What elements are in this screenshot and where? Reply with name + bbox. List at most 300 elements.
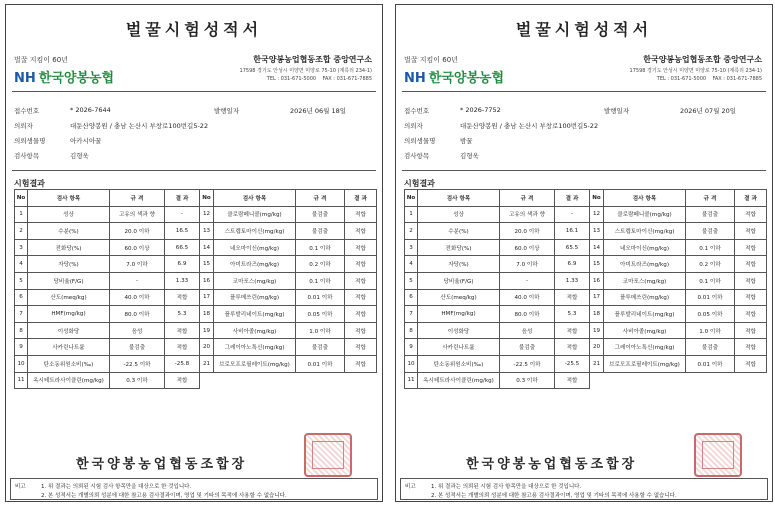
result-cell: 66.5 <box>165 239 200 256</box>
standard-cell: 0.1 이하 <box>296 239 345 256</box>
result-cell: 5.3 <box>555 306 590 323</box>
test-item-cell: 플루메쓰린(mg/kg) <box>604 289 686 306</box>
table-row <box>15 272 200 289</box>
slogan: 벌꿀 지킴이 60년 <box>14 56 68 64</box>
test-item-cell: 이성화당 <box>28 322 110 339</box>
org-tel: TEL : 031-671-5000 <box>656 76 707 82</box>
result-cell: 적합 <box>345 289 377 306</box>
receipt-label: 접수번호 <box>404 107 430 115</box>
logo-nh: NH <box>404 71 426 86</box>
column-header: 검사 항목 <box>28 190 110 207</box>
notes-label: 비고 <box>405 484 416 490</box>
table-row <box>590 322 767 339</box>
standard-cell: -22.5 이하 <box>500 355 555 372</box>
notes-box <box>400 478 768 500</box>
logo-text: 한국양봉농협 <box>38 71 115 86</box>
table-row <box>405 239 590 256</box>
row-number-cell: 21 <box>200 355 214 372</box>
row-number-cell: 20 <box>200 339 214 356</box>
column-header: 규 격 <box>110 190 165 207</box>
org-address: 17598 경기도 안성시 미양면 미양로 75-10 (계륵리 234-1) <box>629 68 762 74</box>
standard-cell: 1.0 이하 <box>296 322 345 339</box>
table-row <box>405 289 590 306</box>
test-item-cell: 네오마이신(mg/kg) <box>604 239 686 256</box>
row-number-cell: 1 <box>405 206 418 223</box>
table-row <box>200 206 377 223</box>
result-cell: 적합 <box>735 223 767 240</box>
info-row-receipt <box>14 106 374 118</box>
test-item-cell: 성상 <box>28 206 110 223</box>
standard-cell: 불검출 <box>296 223 345 240</box>
test-item-cell: 플루발리네이트(mg/kg) <box>214 306 296 323</box>
row-number-cell: 9 <box>15 339 28 356</box>
table-row <box>405 206 590 223</box>
info-divider <box>12 170 376 171</box>
row-number-cell: 12 <box>590 206 604 223</box>
org-fax: FAX : 031-671-7885 <box>712 76 762 82</box>
test-item-cell: 산도(meq/kg) <box>28 289 110 306</box>
client-label: 의뢰자 <box>404 122 423 130</box>
table-row <box>15 306 200 323</box>
footer-org-name: 한국양봉농업협동조합장 <box>466 457 638 472</box>
test-item-cell: 코마포스(mg/kg) <box>604 272 686 289</box>
table-row <box>590 272 767 289</box>
standard-cell: 0.01 이하 <box>296 289 345 306</box>
standard-cell: 불검출 <box>296 206 345 223</box>
row-number-cell: 2 <box>15 223 28 240</box>
test-item-cell: 그레이아노톡신(mg/kg) <box>604 339 686 356</box>
row-number-cell: 14 <box>200 239 214 256</box>
row-number-cell: 7 <box>15 306 28 323</box>
footer-org-name: 한국양봉농업협동조합장 <box>76 457 248 472</box>
standard-cell: 1.0 이하 <box>686 322 735 339</box>
slogan: 벌꿀 지킴이 60년 <box>404 56 458 64</box>
test-item-cell: 브로모프로필레이트(mg/kg) <box>604 355 686 372</box>
table-header-row <box>15 190 200 207</box>
table-row <box>405 223 590 240</box>
row-number-cell: 15 <box>200 256 214 273</box>
standard-cell: 불검출 <box>686 339 735 356</box>
result-cell: 6.9 <box>165 256 200 273</box>
row-number-cell: 7 <box>405 306 418 323</box>
result-cell: 적합 <box>555 289 590 306</box>
table-row <box>200 289 377 306</box>
result-cell: 적합 <box>735 272 767 289</box>
test-item-cell: 수분(%) <box>418 223 500 240</box>
result-cell: 1.33 <box>165 272 200 289</box>
row-number-cell: 5 <box>405 272 418 289</box>
document-title: 벌꿀시험성적서 <box>125 20 263 39</box>
standard-cell: 0.1 이하 <box>296 272 345 289</box>
table-row <box>590 239 767 256</box>
row-number-cell: 16 <box>200 272 214 289</box>
table-row <box>15 322 200 339</box>
official-seal <box>694 433 742 477</box>
inspector-value: 김형욱 <box>460 152 479 160</box>
table-row <box>405 272 590 289</box>
row-number-cell: 11 <box>405 372 418 389</box>
standard-cell: 0.3 이하 <box>110 372 165 389</box>
org-name: 한국양봉농업협동조합 중앙연구소 <box>253 55 372 64</box>
table-row <box>590 289 767 306</box>
test-item-cell: 플루메쓰린(mg/kg) <box>214 289 296 306</box>
sample-value: 밤꿀 <box>460 137 473 145</box>
test-item-cell: 전화당(%) <box>418 239 500 256</box>
test-item-cell: 사비아졸(mg/kg) <box>214 322 296 339</box>
result-cell: 적합 <box>735 206 767 223</box>
standard-cell: 0.01 이하 <box>686 355 735 372</box>
standard-cell: - <box>110 272 165 289</box>
table-row <box>200 256 377 273</box>
test-item-cell: 성상 <box>418 206 500 223</box>
table-row <box>200 239 377 256</box>
results-table-right <box>589 189 767 373</box>
standard-cell: 0.1 이하 <box>686 239 735 256</box>
header-divider <box>12 91 376 92</box>
row-number-cell: 21 <box>590 355 604 372</box>
test-item-cell: 옥시테트라사이클린(mg/kg) <box>28 372 110 389</box>
test-item-cell: HMF(mg/kg) <box>418 306 500 323</box>
row-number-cell: 11 <box>15 372 28 389</box>
standard-cell: 80.0 이하 <box>500 306 555 323</box>
test-item-cell: 당비율(F/G) <box>418 272 500 289</box>
row-number-cell: 6 <box>405 289 418 306</box>
table-row <box>590 256 767 273</box>
test-item-cell: 그레이아노톡신(mg/kg) <box>214 339 296 356</box>
result-cell: 16.1 <box>555 223 590 240</box>
row-number-cell: 17 <box>590 289 604 306</box>
result-cell: 적합 <box>345 206 377 223</box>
receipt-label: 접수번호 <box>14 107 40 115</box>
test-item-cell: 전화당(%) <box>28 239 110 256</box>
test-item-cell: 클로람페니콜(mg/kg) <box>214 206 296 223</box>
table-row <box>590 355 767 372</box>
certificate-document-2 <box>395 4 773 502</box>
receipt-number: * 2026-7752 <box>460 106 501 114</box>
table-row <box>200 339 377 356</box>
standard-cell: 40.0 이하 <box>110 289 165 306</box>
certificate-document-1 <box>5 4 383 502</box>
org-tel: TEL : 031-671-5000 <box>266 76 317 82</box>
standard-cell: 40.0 이하 <box>500 289 555 306</box>
result-cell: 적합 <box>165 322 200 339</box>
table-row <box>405 306 590 323</box>
standard-cell: 불검출 <box>500 339 555 356</box>
result-cell: 적합 <box>735 339 767 356</box>
note-2: 2. 본 성적서는 개별의뢰 성분에 대한 참고용 검사결과이며, 영업 및 기타의 목적에 사용할 수 없습니다. <box>41 493 287 499</box>
result-cell: 적합 <box>345 256 377 273</box>
test-item-cell: 스트렙토마이신(mg/kg) <box>214 223 296 240</box>
table-row <box>15 289 200 306</box>
standard-cell: 0.1 이하 <box>686 272 735 289</box>
result-cell: -25.8 <box>165 355 200 372</box>
seal-inner <box>312 441 344 469</box>
info-row-client <box>404 121 764 133</box>
result-cell: 적합 <box>735 239 767 256</box>
row-number-cell: 8 <box>405 322 418 339</box>
row-number-cell: 17 <box>200 289 214 306</box>
inspector-value: 김형욱 <box>70 152 89 160</box>
row-number-cell: 4 <box>15 256 28 273</box>
result-cell: -25.5 <box>555 355 590 372</box>
org-contact <box>657 76 762 82</box>
note-1: 1. 위 결과는 의뢰된 시험 검사 항목만을 대상으로 한 것입니다. <box>431 484 582 490</box>
sample-label: 의뢰생물명 <box>404 137 436 145</box>
test-item-cell: 브로모프로필레이트(mg/kg) <box>214 355 296 372</box>
result-cell: 적합 <box>735 256 767 273</box>
results-table-right <box>199 189 377 373</box>
test-item-cell: 스트렙토마이신(mg/kg) <box>604 223 686 240</box>
result-cell: 적합 <box>735 322 767 339</box>
row-number-cell: 19 <box>200 322 214 339</box>
issue-date-label: 발행일자 <box>604 107 630 115</box>
standard-cell: 20.0 이하 <box>500 223 555 240</box>
notes-label: 비고 <box>15 484 26 490</box>
column-header: 규 격 <box>500 190 555 207</box>
standard-cell: 7.0 이하 <box>500 256 555 273</box>
row-number-cell: 3 <box>405 239 418 256</box>
row-number-cell: 1 <box>15 206 28 223</box>
info-row-sample <box>14 136 374 148</box>
table-row <box>15 355 200 372</box>
result-cell: 적합 <box>345 272 377 289</box>
standard-cell: - <box>500 272 555 289</box>
standard-cell: 0.01 이하 <box>296 355 345 372</box>
standard-cell: 불검출 <box>296 339 345 356</box>
table-header-row <box>405 190 590 207</box>
table-row <box>15 372 200 389</box>
result-cell: - <box>165 206 200 223</box>
standard-cell: 7.0 이하 <box>110 256 165 273</box>
test-item-cell: 옥시테트라사이클린(mg/kg) <box>418 372 500 389</box>
row-number-cell: 2 <box>405 223 418 240</box>
result-cell: 적합 <box>165 339 200 356</box>
org-address: 17598 경기도 안성시 미양면 미양로 75-10 (계륵리 234-1) <box>239 68 372 74</box>
row-number-cell: 8 <box>15 322 28 339</box>
table-row <box>200 272 377 289</box>
row-number-cell: 14 <box>590 239 604 256</box>
row-number-cell: 12 <box>200 206 214 223</box>
result-cell: 적합 <box>345 306 377 323</box>
standard-cell: 0.01 이하 <box>686 289 735 306</box>
standard-cell: 0.2 이하 <box>686 256 735 273</box>
result-cell: 적합 <box>555 339 590 356</box>
test-item-cell: 사카린나트륨 <box>418 339 500 356</box>
row-number-cell: 5 <box>15 272 28 289</box>
row-number-cell: 10 <box>405 355 418 372</box>
org-contact <box>267 76 372 82</box>
table-row <box>15 239 200 256</box>
column-header: 결 과 <box>165 190 200 207</box>
table-row <box>590 306 767 323</box>
standard-cell: 음성 <box>110 322 165 339</box>
result-cell: 적합 <box>165 372 200 389</box>
column-header: 검사 항목 <box>418 190 500 207</box>
standard-cell: 60.0 이상 <box>110 239 165 256</box>
inspector-label: 검사항목 <box>404 152 430 160</box>
result-cell: 6.9 <box>555 256 590 273</box>
result-cell: 65.5 <box>555 239 590 256</box>
standard-cell: 0.05 이하 <box>296 306 345 323</box>
official-seal <box>304 433 352 477</box>
row-number-cell: 10 <box>15 355 28 372</box>
logo-nh: NH <box>14 71 36 86</box>
result-cell: 5.3 <box>165 306 200 323</box>
test-item-cell: 클로람페니콜(mg/kg) <box>604 206 686 223</box>
logo-text: 한국양봉농협 <box>428 71 505 86</box>
section-title: 시험결과 <box>404 179 435 188</box>
standard-cell: 20.0 이하 <box>110 223 165 240</box>
table-row <box>590 223 767 240</box>
note-2: 2. 본 성적서는 개별의뢰 성분에 대한 참고용 검사결과이며, 영업 및 기타의 목적에 사용할 수 없습니다. <box>431 493 677 499</box>
column-header: No <box>405 190 418 207</box>
column-header: No <box>200 190 214 207</box>
result-cell: 적합 <box>735 306 767 323</box>
inspector-label: 검사항목 <box>14 152 40 160</box>
document-title: 벌꿀시험성적서 <box>515 20 653 39</box>
row-number-cell: 19 <box>590 322 604 339</box>
table-row <box>405 339 590 356</box>
result-cell: 적합 <box>555 322 590 339</box>
table-row <box>590 339 767 356</box>
standard-cell: -22.5 이하 <box>110 355 165 372</box>
test-item-cell: 사카린나트륨 <box>28 339 110 356</box>
table-row <box>200 355 377 372</box>
table-row <box>405 322 590 339</box>
test-item-cell: 코마포스(mg/kg) <box>214 272 296 289</box>
table-row <box>405 372 590 389</box>
client-label: 의뢰자 <box>14 122 33 130</box>
test-item-cell: 플루발리네이트(mg/kg) <box>604 306 686 323</box>
column-header: No <box>590 190 604 207</box>
result-cell: 1.33 <box>555 272 590 289</box>
test-item-cell: 사비아졸(mg/kg) <box>604 322 686 339</box>
row-number-cell: 15 <box>590 256 604 273</box>
standard-cell: 0.3 이하 <box>500 372 555 389</box>
table-row <box>15 256 200 273</box>
results-table-left <box>404 189 590 389</box>
standard-cell: 고유의 색과 향 <box>110 206 165 223</box>
column-header: 결 과 <box>345 190 377 207</box>
info-row-inspector <box>14 151 374 163</box>
standard-cell: 음성 <box>500 322 555 339</box>
nh-logo <box>14 67 114 86</box>
table-header-row <box>200 190 377 207</box>
result-cell: 적합 <box>345 223 377 240</box>
info-row-inspector <box>404 151 764 163</box>
row-number-cell: 20 <box>590 339 604 356</box>
header-divider <box>402 91 766 92</box>
test-item-cell: 산도(meq/kg) <box>418 289 500 306</box>
test-item-cell: 아미트라즈(mg/kg) <box>214 256 296 273</box>
section-title: 시험결과 <box>14 179 45 188</box>
sample-label: 의뢰생물명 <box>14 137 46 145</box>
column-header: 검사 항목 <box>214 190 296 207</box>
table-row <box>15 339 200 356</box>
standard-cell: 불검출 <box>686 223 735 240</box>
table-row <box>405 256 590 273</box>
result-cell: 16.5 <box>165 223 200 240</box>
row-number-cell: 18 <box>590 306 604 323</box>
issue-date: 2026년 06월 18일 <box>290 107 347 115</box>
info-row-client <box>14 121 374 133</box>
receipt-number: * 2026-7644 <box>70 106 111 114</box>
table-row <box>405 355 590 372</box>
result-cell: 적합 <box>555 372 590 389</box>
results-table-left <box>14 189 200 389</box>
column-header: 검사 항목 <box>604 190 686 207</box>
result-cell: 적합 <box>345 322 377 339</box>
standard-cell: 고유의 색과 향 <box>500 206 555 223</box>
column-header: No <box>15 190 28 207</box>
test-item-cell: 탄소동위원소비(‰) <box>418 355 500 372</box>
result-cell: 적합 <box>165 289 200 306</box>
row-number-cell: 3 <box>15 239 28 256</box>
row-number-cell: 13 <box>200 223 214 240</box>
test-item-cell: 수분(%) <box>28 223 110 240</box>
column-header: 규 격 <box>296 190 345 207</box>
sample-value: 아카시아꿀 <box>70 137 102 145</box>
standard-cell: 불검출 <box>686 206 735 223</box>
column-header: 결 과 <box>735 190 767 207</box>
row-number-cell: 13 <box>590 223 604 240</box>
table-row <box>15 206 200 223</box>
test-item-cell: 네오마이신(mg/kg) <box>214 239 296 256</box>
client-value: 대둔산양봉원 / 충남 논산시 부창로100번길5-22 <box>460 122 599 130</box>
result-cell: 적합 <box>345 339 377 356</box>
notes-box <box>10 478 378 500</box>
table-row <box>15 223 200 240</box>
column-header: 규 격 <box>686 190 735 207</box>
client-value: 대둔산양봉원 / 충남 논산시 부창로100번길5-22 <box>70 122 209 130</box>
result-cell: 적합 <box>345 239 377 256</box>
table-row <box>200 223 377 240</box>
table-header-row <box>590 190 767 207</box>
row-number-cell: 6 <box>15 289 28 306</box>
result-cell: 적합 <box>735 355 767 372</box>
seal-inner <box>702 441 734 469</box>
result-cell: - <box>555 206 590 223</box>
test-item-cell: HMF(mg/kg) <box>28 306 110 323</box>
table-row <box>200 322 377 339</box>
test-item-cell: 탄소동위원소비(‰) <box>28 355 110 372</box>
row-number-cell: 18 <box>200 306 214 323</box>
nh-logo <box>404 67 504 86</box>
table-row <box>590 206 767 223</box>
issue-date: 2026년 07월 20일 <box>680 107 737 115</box>
info-row-sample <box>404 136 764 148</box>
result-cell: 적합 <box>345 355 377 372</box>
table-row <box>200 306 377 323</box>
standard-cell: 0.05 이하 <box>686 306 735 323</box>
test-item-cell: 자당(%) <box>28 256 110 273</box>
result-cell: 적합 <box>735 289 767 306</box>
row-number-cell: 16 <box>590 272 604 289</box>
column-header: 결 과 <box>555 190 590 207</box>
info-row-receipt <box>404 106 764 118</box>
row-number-cell: 9 <box>405 339 418 356</box>
note-1: 1. 위 결과는 의뢰된 시험 검사 항목만을 대상으로 한 것입니다. <box>41 484 192 490</box>
standard-cell: 60.0 이상 <box>500 239 555 256</box>
test-item-cell: 당비율(F/G) <box>28 272 110 289</box>
standard-cell: 80.0 이하 <box>110 306 165 323</box>
test-item-cell: 이성화당 <box>418 322 500 339</box>
standard-cell: 0.2 이하 <box>296 256 345 273</box>
standard-cell: 불검출 <box>110 339 165 356</box>
test-item-cell: 아미트라즈(mg/kg) <box>604 256 686 273</box>
info-divider <box>402 170 766 171</box>
org-name: 한국양봉농업협동조합 중앙연구소 <box>643 55 762 64</box>
